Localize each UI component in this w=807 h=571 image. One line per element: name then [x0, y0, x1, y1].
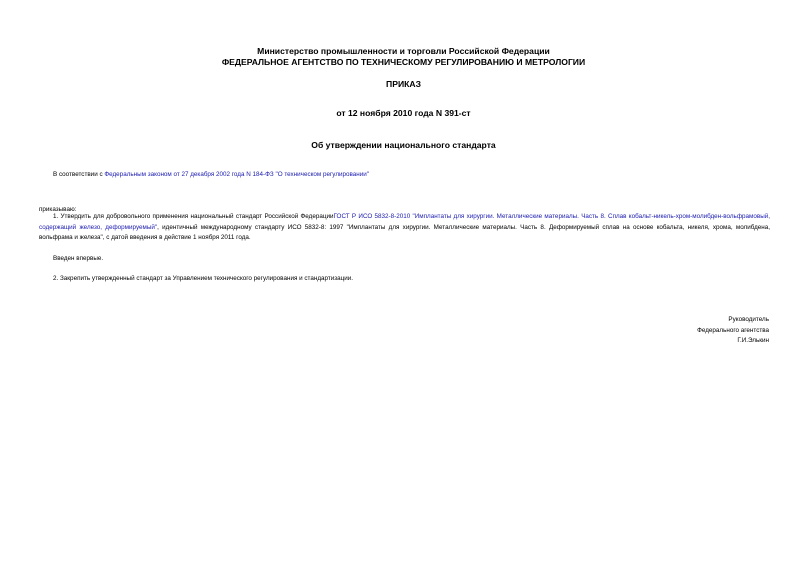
document-type: ПРИКАЗ [386, 79, 421, 89]
standard-link[interactable]: ГОСТ Р ИСО 5832-8-2010 "Имплантаты для хирургии. Металлические материалы. Часть 8. Сплав кобальт-никель-хром-молибден-вольфрамовый, содержащий железо, деформируемый" [39, 213, 770, 231]
ministry-title: Министерство промышленности и торговли Российской Федерации [257, 46, 550, 56]
order-subject: Об утверждении национального стандарта [311, 140, 496, 150]
federal-law-link[interactable]: Федеральным законом от 27 декабря 2002 года N 184-ФЗ "О техническом регулировании" [104, 171, 370, 178]
introduced-note: Введен впервые. [53, 255, 104, 262]
signatory-name: Г.И.Элькин [737, 337, 769, 344]
signature-block [697, 315, 769, 347]
item-2-paragraph: 2. Закрепить утвержденный стандарт за Управлением технического регулирования и стандартизации. [53, 275, 354, 282]
basis-prefix: В соответствии с [53, 171, 105, 178]
order-word: приказываю: [39, 206, 77, 213]
order-date-number: от 12 ноября 2010 года N 391-ст [336, 108, 471, 118]
signatory-organization: Федерального агентства [697, 326, 769, 334]
item-1-suffix: , идентичный международному стандарту ИСО 5832-8: 1997 "Имплантаты для хирургии. Металлические материалы. Часть 8. Деформируемый сплав на основе кобальта, никеля, хрома, молибдена, вольфрама и железа", с датой введения в действие 1 ноября 2011 года. [39, 223, 770, 241]
signatory-position: Руководитель [728, 316, 769, 323]
basis-paragraph [53, 170, 369, 180]
agency-title: ФЕДЕРАЛЬНОЕ АГЕНТСТВО ПО ТЕХНИЧЕСКОМУ РЕГУЛИРОВАНИЮ И МЕТРОЛОГИИ [221, 57, 586, 67]
item-1-prefix: 1. Утвердить для добровольного применения национальный стандарт Российской Федерации [53, 213, 334, 220]
item-1-paragraph [39, 212, 770, 244]
